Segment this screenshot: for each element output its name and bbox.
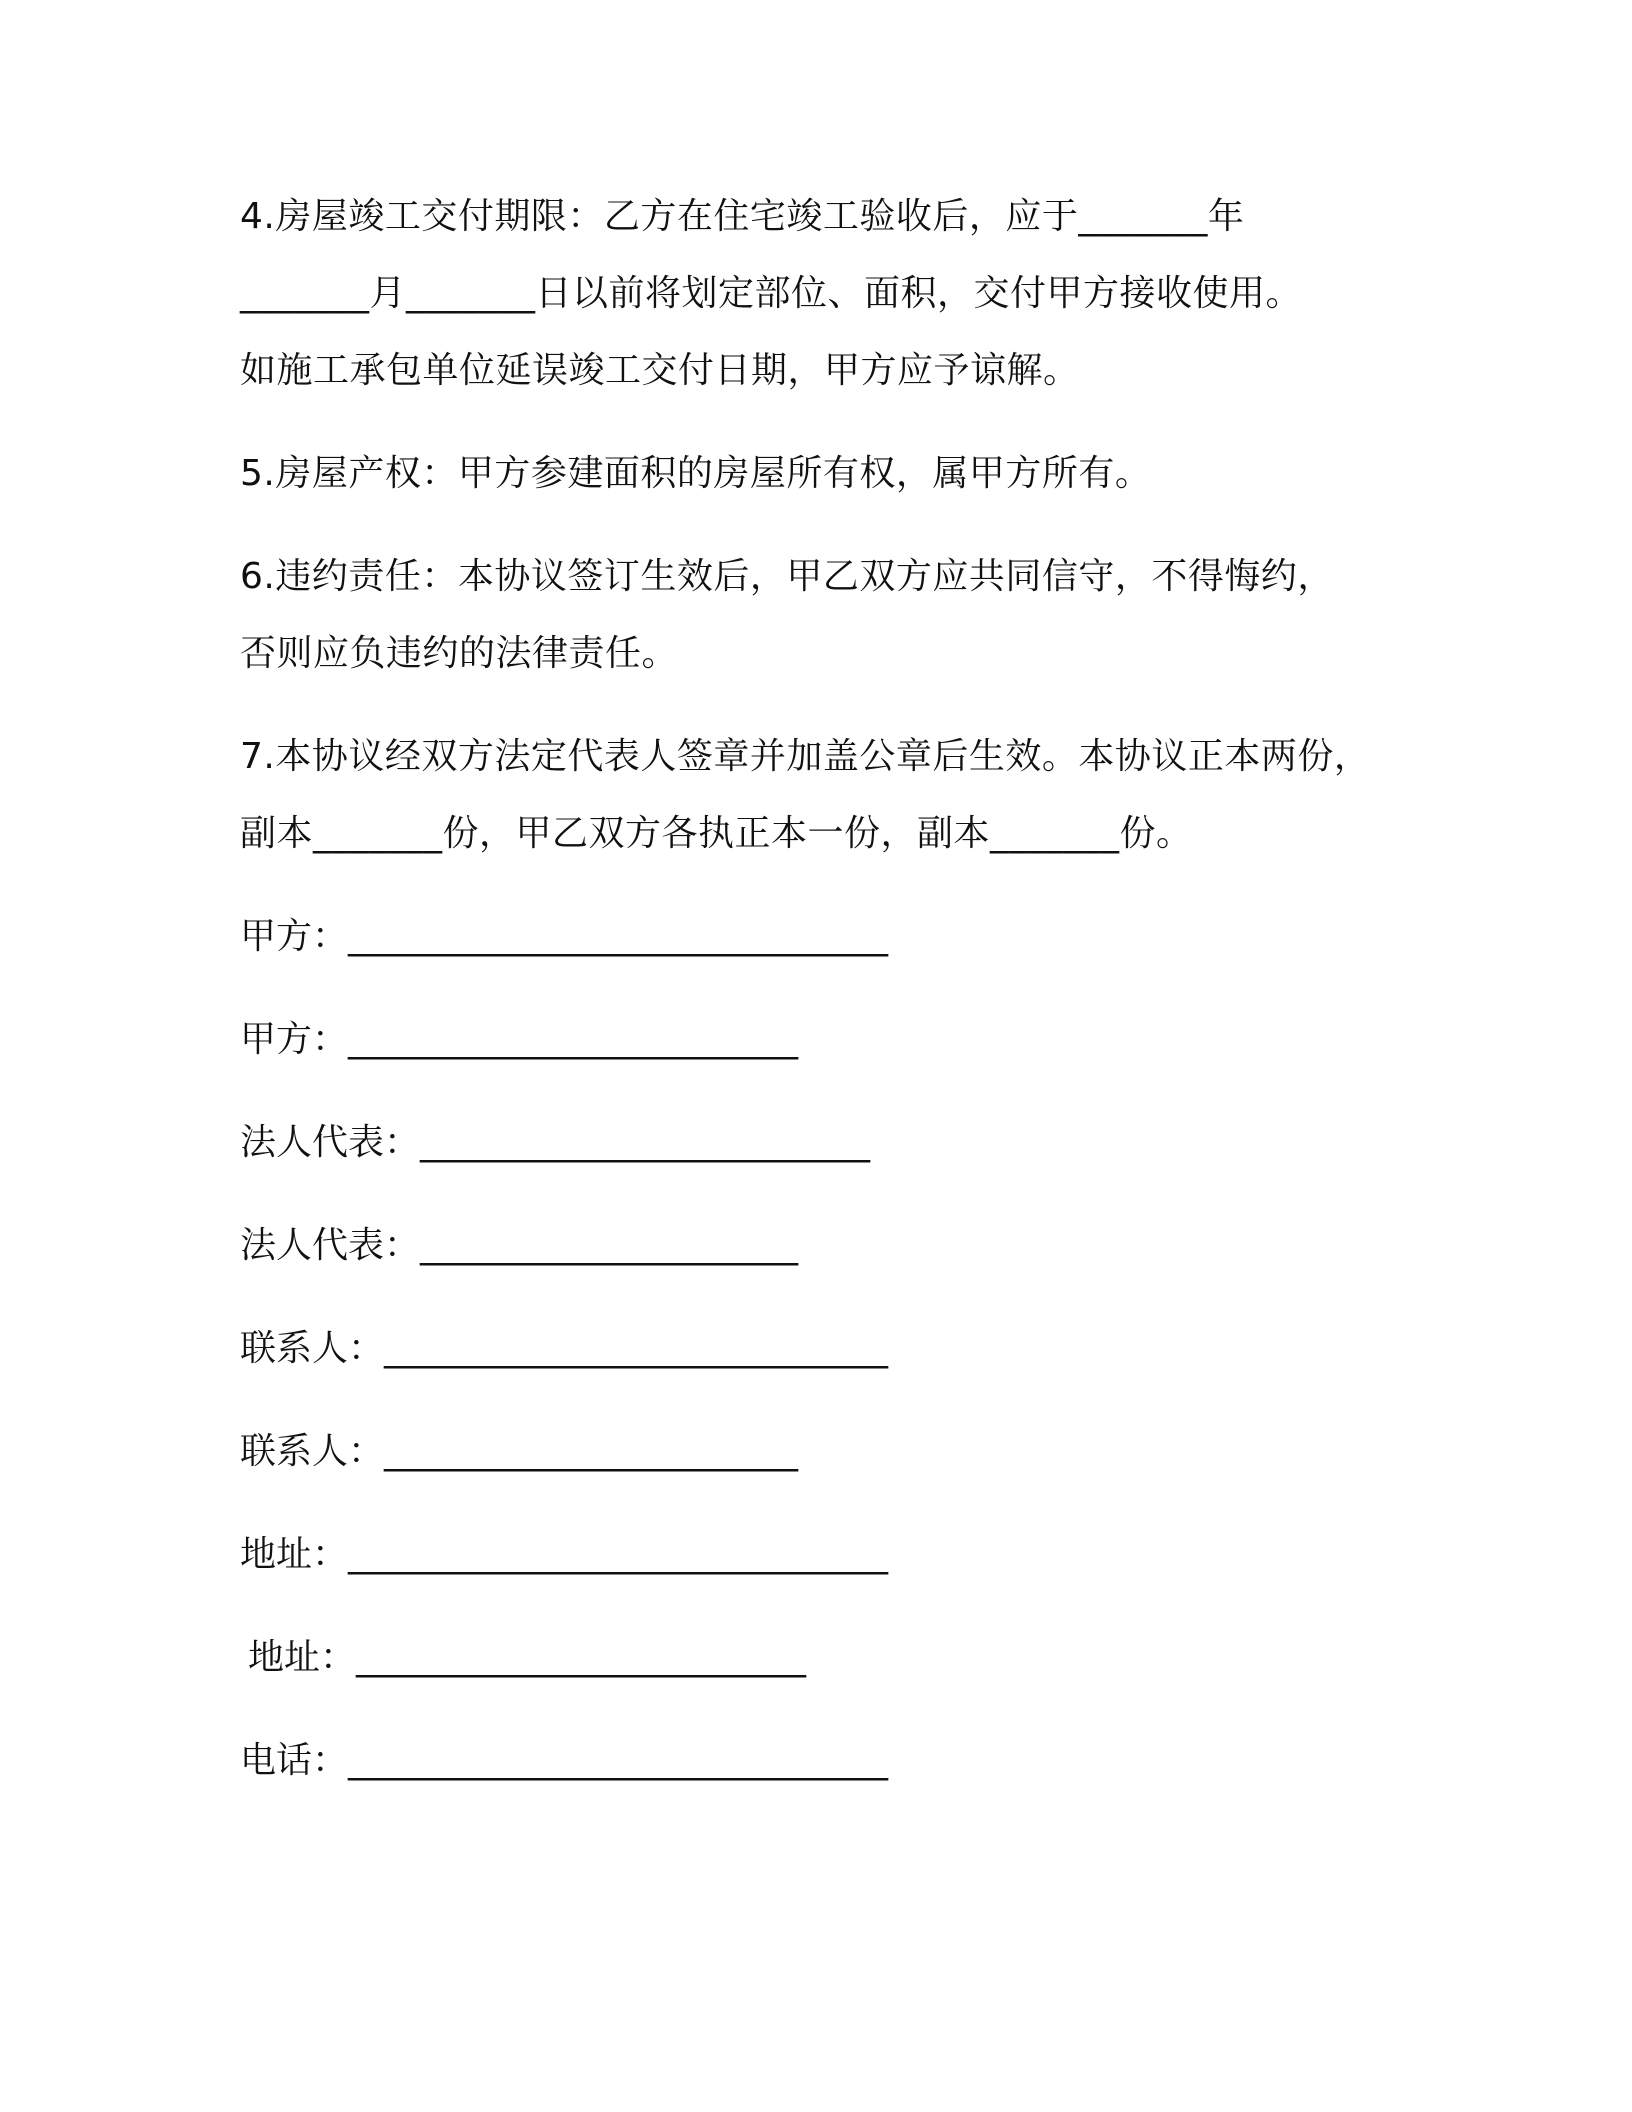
signature-blank: _________________________ bbox=[420, 1122, 871, 1163]
clause-5-line-1: 5.房屋产权：甲方参建面积的房屋所有权，属甲方所有。 bbox=[240, 453, 1152, 494]
clause-4-line-1: 4.房屋竣工交付期限：乙方在住宅竣工验收后，应于_______年 bbox=[240, 196, 1245, 237]
signature-field-address-2 bbox=[248, 1634, 806, 1682]
signature-blank: ______________________________ bbox=[348, 1534, 889, 1575]
signature-label: 甲方： bbox=[240, 916, 349, 957]
signature-field-legal-rep-2 bbox=[240, 1222, 798, 1270]
signature-label: 联系人： bbox=[240, 1431, 385, 1472]
clause-6-line-1: 6.违约责任：本协议签订生效后，甲乙双方应共同信守，不得悔约， bbox=[240, 556, 1334, 597]
signature-label: 联系人： bbox=[240, 1328, 385, 1369]
signature-blank: _______________________ bbox=[384, 1431, 799, 1472]
signature-field-address bbox=[240, 1531, 888, 1579]
signature-field-phone bbox=[240, 1737, 888, 1785]
signature-blank: ______________________________ bbox=[348, 1740, 889, 1781]
signature-label: 地址： bbox=[240, 1534, 349, 1575]
clause-7-line-1: 7.本协议经双方法定代表人签章并加盖公章后生效。本协议正本两份， bbox=[240, 736, 1371, 777]
signature-field-contact-2 bbox=[240, 1428, 798, 1476]
signature-field-legal-rep bbox=[240, 1119, 870, 1167]
signature-label: 甲方： bbox=[240, 1019, 349, 1060]
signature-blank: _________________________ bbox=[356, 1637, 807, 1678]
signature-label: 法人代表： bbox=[240, 1122, 421, 1163]
clause-4-line-2: _______月_______日以前将划定部位、面积，交付甲方接收使用。 bbox=[240, 273, 1303, 314]
clause-7-line-2: 副本_______份，甲乙双方各执正本一份，副本_______份。 bbox=[240, 813, 1193, 854]
signature-blank: _____________________ bbox=[420, 1225, 799, 1266]
signature-label: 地址： bbox=[248, 1637, 357, 1678]
signature-field-party-a-2 bbox=[240, 1016, 798, 1064]
clause-6-line-2: 否则应负违约的法律责任。 bbox=[240, 633, 679, 674]
signature-blank: _________________________ bbox=[348, 1019, 799, 1060]
signature-blank: ______________________________ bbox=[348, 916, 889, 957]
signature-label: 电话： bbox=[240, 1740, 349, 1781]
clause-4-line-3: 如施工承包单位延误竣工交付日期，甲方应予谅解。 bbox=[240, 350, 1080, 391]
signature-label: 法人代表： bbox=[240, 1225, 421, 1266]
signature-blank: ____________________________ bbox=[384, 1328, 889, 1369]
signature-field-party-a bbox=[240, 913, 888, 961]
signature-field-contact bbox=[240, 1325, 888, 1373]
